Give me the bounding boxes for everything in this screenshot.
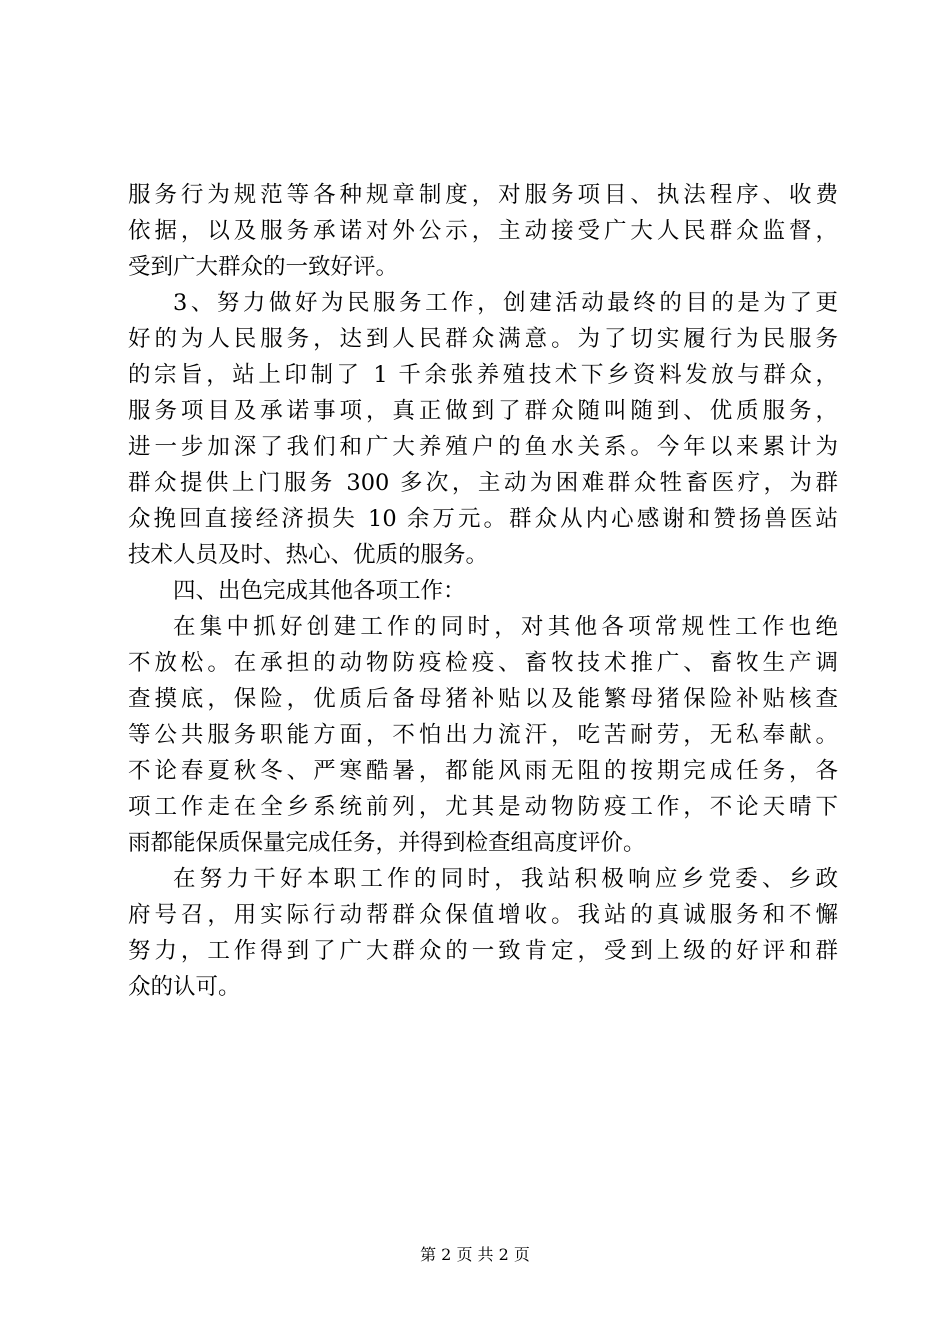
- text-line: 努力，工作得到了广大群众的一致肯定，受到上级的好评和群: [128, 938, 838, 964]
- text-line: 众挽回直接经济损失 10 余万元。群众从内心感谢和赞扬兽医站: [128, 506, 838, 532]
- page-footer: 第 2 页 共 2 页: [420, 1245, 530, 1264]
- text-line: 不论春夏秋冬、严寒酷暑，都能风雨无阻的按期完成任务，各: [128, 758, 838, 784]
- text-line: 不放松。在承担的动物防疫检疫、畜牧技术推广、畜牧生产调: [128, 650, 838, 676]
- text-line: 群众提供上门服务 300 多次，主动为困难群众牲畜医疗，为群: [128, 470, 838, 496]
- text-line: 进一步加深了我们和广大养殖户的鱼水关系。今年以来累计为: [128, 434, 838, 460]
- text-line: 受到广大群众的一致好评。: [128, 254, 399, 280]
- text-line: 的宗旨，站上印制了 1 千余张养殖技术下乡资料发放与群众，: [128, 362, 838, 388]
- text-line: 项工作走在全乡系统前列，尤其是动物防疫工作，不论天晴下: [128, 794, 838, 820]
- text-line: 雨都能保质保量完成任务，并得到检查组高度评价。: [128, 830, 646, 856]
- text-line: 服务项目及承诺事项，真正做到了群众随叫随到、优质服务，: [128, 398, 838, 424]
- body-text: [128, 177, 838, 1005]
- text-line: 3、努力做好为民服务工作，创建活动最终的目的是为了更: [173, 290, 838, 316]
- text-line: 府号召，用实际行动帮群众保值增收。我站的真诚服务和不懈: [128, 902, 838, 928]
- text-line: 服务行为规范等各种规章制度，对服务项目、执法程序、收费: [128, 182, 838, 208]
- text-line: 依据，以及服务承诺对外公示，主动接受广大人民群众监督，: [128, 218, 838, 244]
- text-line: 在集中抓好创建工作的同时，对其他各项常规性工作也绝: [173, 614, 838, 640]
- text-line: 技术人员及时、热心、优质的服务。: [128, 542, 489, 568]
- text-line: 众的认可。: [128, 974, 241, 1000]
- text-line: 等公共服务职能方面，不怕出力流汗，吃苦耐劳，无私奉献。: [128, 722, 838, 748]
- text-line: 四、出色完成其他各项工作：: [173, 578, 466, 604]
- text-line: 在努力干好本职工作的同时，我站积极响应乡党委、乡政: [173, 866, 838, 892]
- text-line: 查摸底，保险，优质后备母猪补贴以及能繁母猪保险补贴核查: [128, 686, 838, 712]
- text-line: 好的为人民服务，达到人民群众满意。为了切实履行为民服务: [128, 326, 838, 352]
